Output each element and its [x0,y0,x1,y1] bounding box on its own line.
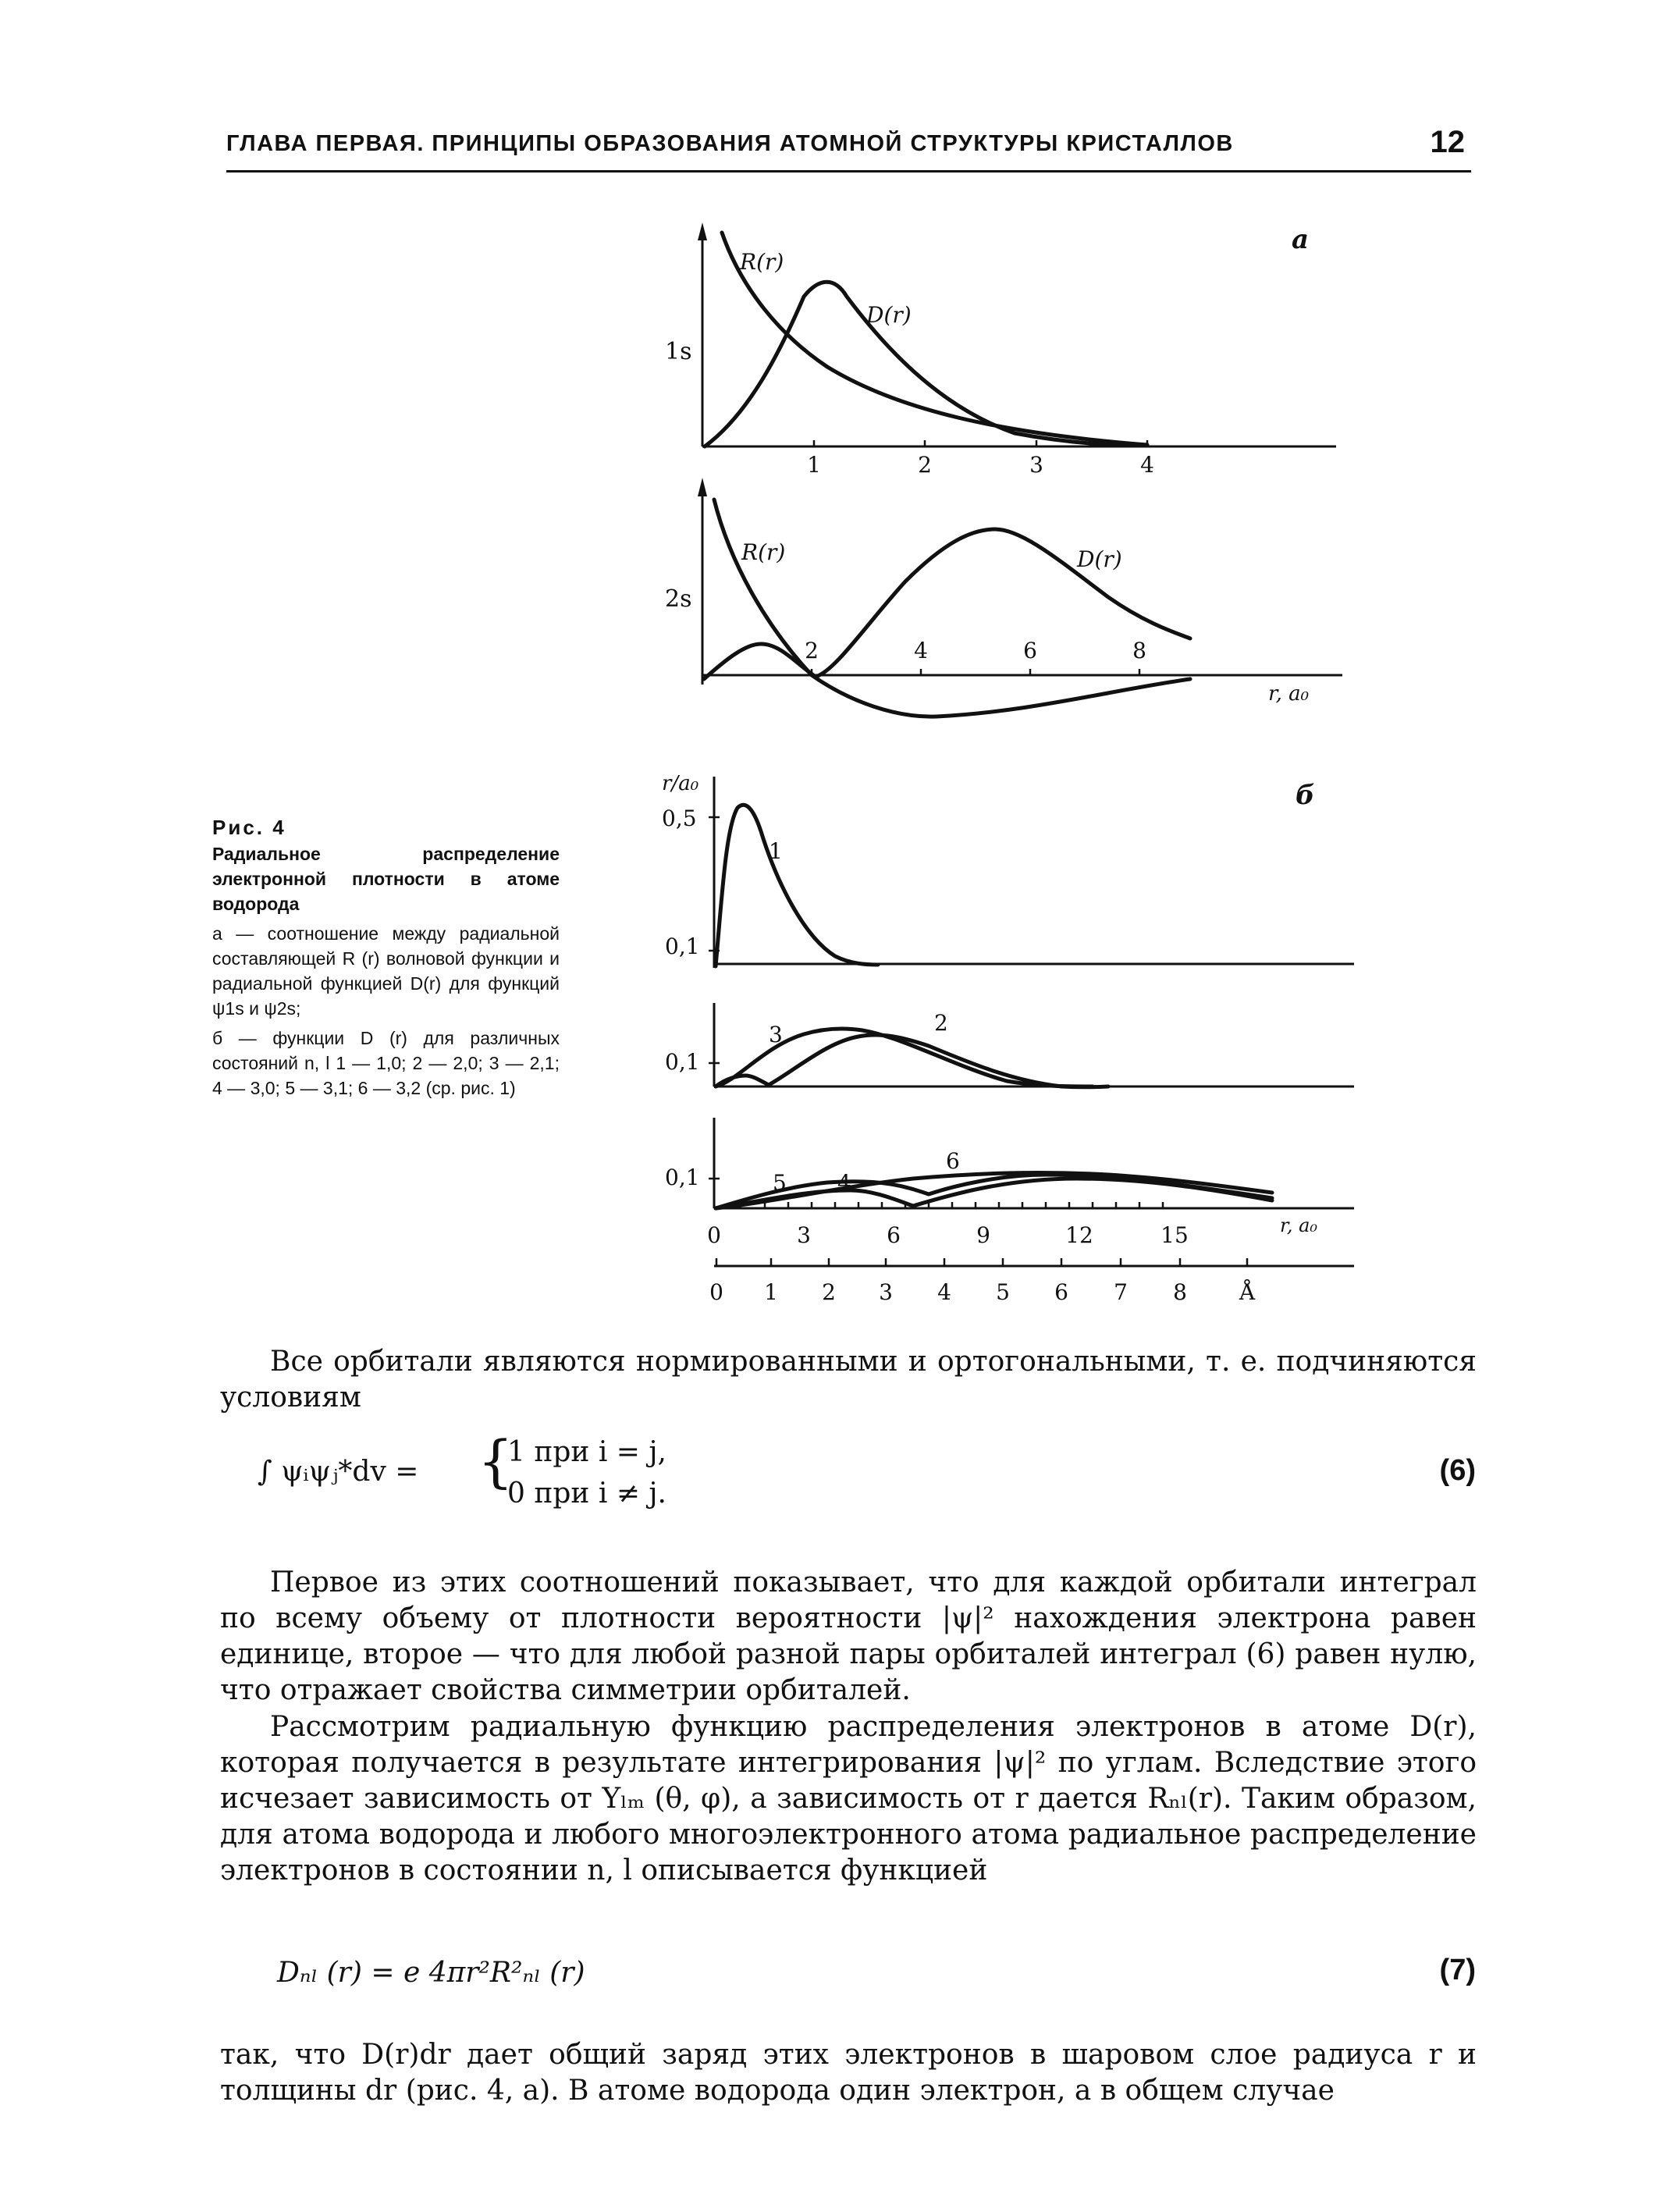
axis-arrow-1s [698,222,707,240]
x-ang-3: 3 [879,1279,893,1305]
tick-label-1s-4: 4 [1140,452,1154,478]
caption-subtitle: Радиальное распределение электронной плотности в атоме водорода [212,844,560,914]
paragraph-3-text: Рассмотрим радиальную функцию распределения электронов в атоме D(r), которая получается в результате интегрирования |ψ|² по углам. Вследствие этого исчезает зависимость от Yₗₘ (θ, φ), а зависимость от r дается Rₙₗ(r). Таким образом, для атома водорода и любого многоэлектронного атома радиальное распределение электронов в состоянии n, l описывается функцией [220,1711,1477,1887]
curve-1s-D [705,282,1147,446]
y-unit-label: r/a₀ [662,772,699,795]
x-a0-15: 15 [1161,1222,1189,1248]
x-ang-7: 7 [1114,1279,1128,1305]
curve-b-4 [716,1175,1272,1208]
x-a0-3: 3 [797,1222,811,1248]
equation-6-lhs: ∫ ψᵢψⱼ*dv = [258,1456,419,1488]
label-2s-R: R(r) [741,539,786,565]
x-ang-5: 5 [996,1279,1010,1305]
y-label-05: 0,5 [662,805,697,831]
x-ang-0: 0 [709,1279,723,1305]
x-ang-unit: Å [1239,1279,1256,1305]
label-curve-1: 1 [769,838,783,864]
tick-label-1s-2: 2 [918,452,932,478]
panel-2s [665,478,1342,717]
x-ang-6: 6 [1054,1279,1068,1305]
panel-b [662,772,1354,1305]
tick-label-2s-6: 6 [1023,638,1037,663]
y-label-01-b3: 0,1 [665,1165,700,1190]
x-a0-6: 6 [887,1222,901,1248]
label-curve-5: 5 [773,1170,787,1196]
curve-2s-R [714,500,1190,717]
x-a0-12: 12 [1065,1222,1093,1248]
label-curve-3: 3 [769,1022,783,1047]
axis-arrow-2s [698,478,707,496]
tick-label-2s-8: 8 [1132,638,1146,663]
equation-7: Dₙₗ (r) = e 4πr²R²ₙₗ (r) [277,1957,585,1989]
y-label-01-b1: 0,1 [665,934,700,959]
caption-item-b: б — функции D (r) для различных состояний n, l 1 — 1,0; 2 — 2,0; 3 — 2,1; 4 — 3,0; 5 — 3,1; 6 — 3,2 (ср. рис. 1) [212,1028,560,1098]
panel-label-b: б [1296,780,1315,811]
x-ang-4: 4 [937,1279,951,1305]
equation-6-number: (6) [1439,1454,1476,1487]
label-b-r-a0: r, a₀ [1280,1214,1318,1236]
page-number: 12 [1430,125,1465,159]
label-2s-D: D(r) [1077,546,1122,572]
panel-1s [665,222,1336,478]
curve-b-1 [716,805,878,966]
chapter-title: ГЛАВА ПЕРВАЯ. ПРИНЦИПЫ ОБРАЗОВАНИЯ АТОМНОЙ СТРУКТУРЫ КРИСТАЛЛОВ [226,131,1234,156]
label-2s: 2s [665,585,692,613]
paragraph-1 [220,1344,1477,1416]
panel-label-a: а [1292,224,1310,255]
x-ang-1: 1 [764,1279,778,1305]
paragraph-4 [220,2037,1477,2109]
x-ang-2: 2 [822,1279,836,1305]
paragraph-4-text: так, что D(r)dr дает общий заряд этих электронов в шаровом слое радиуса r и толщины dr (рис. 4, а). В атоме водорода один электрон, а в общем случае [220,2039,1477,2107]
paragraph-2 [220,1565,1477,1709]
equation-6-brace: { [478,1428,514,1494]
tick-label-1s-1: 1 [807,452,821,478]
paragraph-3 [220,1709,1477,1889]
x-ang-8: 8 [1173,1279,1187,1305]
label-curve-6: 6 [946,1148,960,1174]
equation-6-case2: 0 при i ≠ j. [507,1478,666,1510]
label-1s-D: D(r) [866,302,912,328]
caption-item-a: а — соотношение между радиальной составляющей R (r) волновой функции и радиальной функцией D(r) для функций ψ1s и ψ2s; [212,923,560,1019]
figure-caption [212,816,560,1101]
x-a0-9: 9 [976,1222,990,1248]
equation-6-case1: 1 при i = j, [507,1436,666,1468]
label-1s-R: R(r) [740,249,784,275]
tick-label-2s-2: 2 [805,638,819,663]
y-label-01-b2: 0,1 [665,1049,700,1075]
tick-label-1s-3: 3 [1029,452,1043,478]
label-curve-2: 2 [934,1010,948,1036]
equation-7-number: (7) [1439,1954,1476,1986]
x-a0-0: 0 [707,1222,721,1248]
tick-label-2s-4: 4 [914,638,928,663]
label-1s: 1s [665,338,692,365]
caption-head: Рис. 4 [212,816,286,839]
label-2s-r-a0: r, a₀ [1268,682,1310,706]
label-curve-4: 4 [837,1170,851,1196]
paragraph-2-text: Первое из этих соотношений показывает, что для каждой орбитали интеграл по всему объему от плотности вероятности |ψ|² нахождения электрона равен единице, второе — что для любой разной пары орбиталей интеграл (6) равен нулю, что отражает свойства симметрии орбиталей. [220,1567,1477,1706]
paragraph-1-text: Все орбитали являются нормированными и ортогональными, т. е. подчиняются условиям [220,1346,1477,1414]
